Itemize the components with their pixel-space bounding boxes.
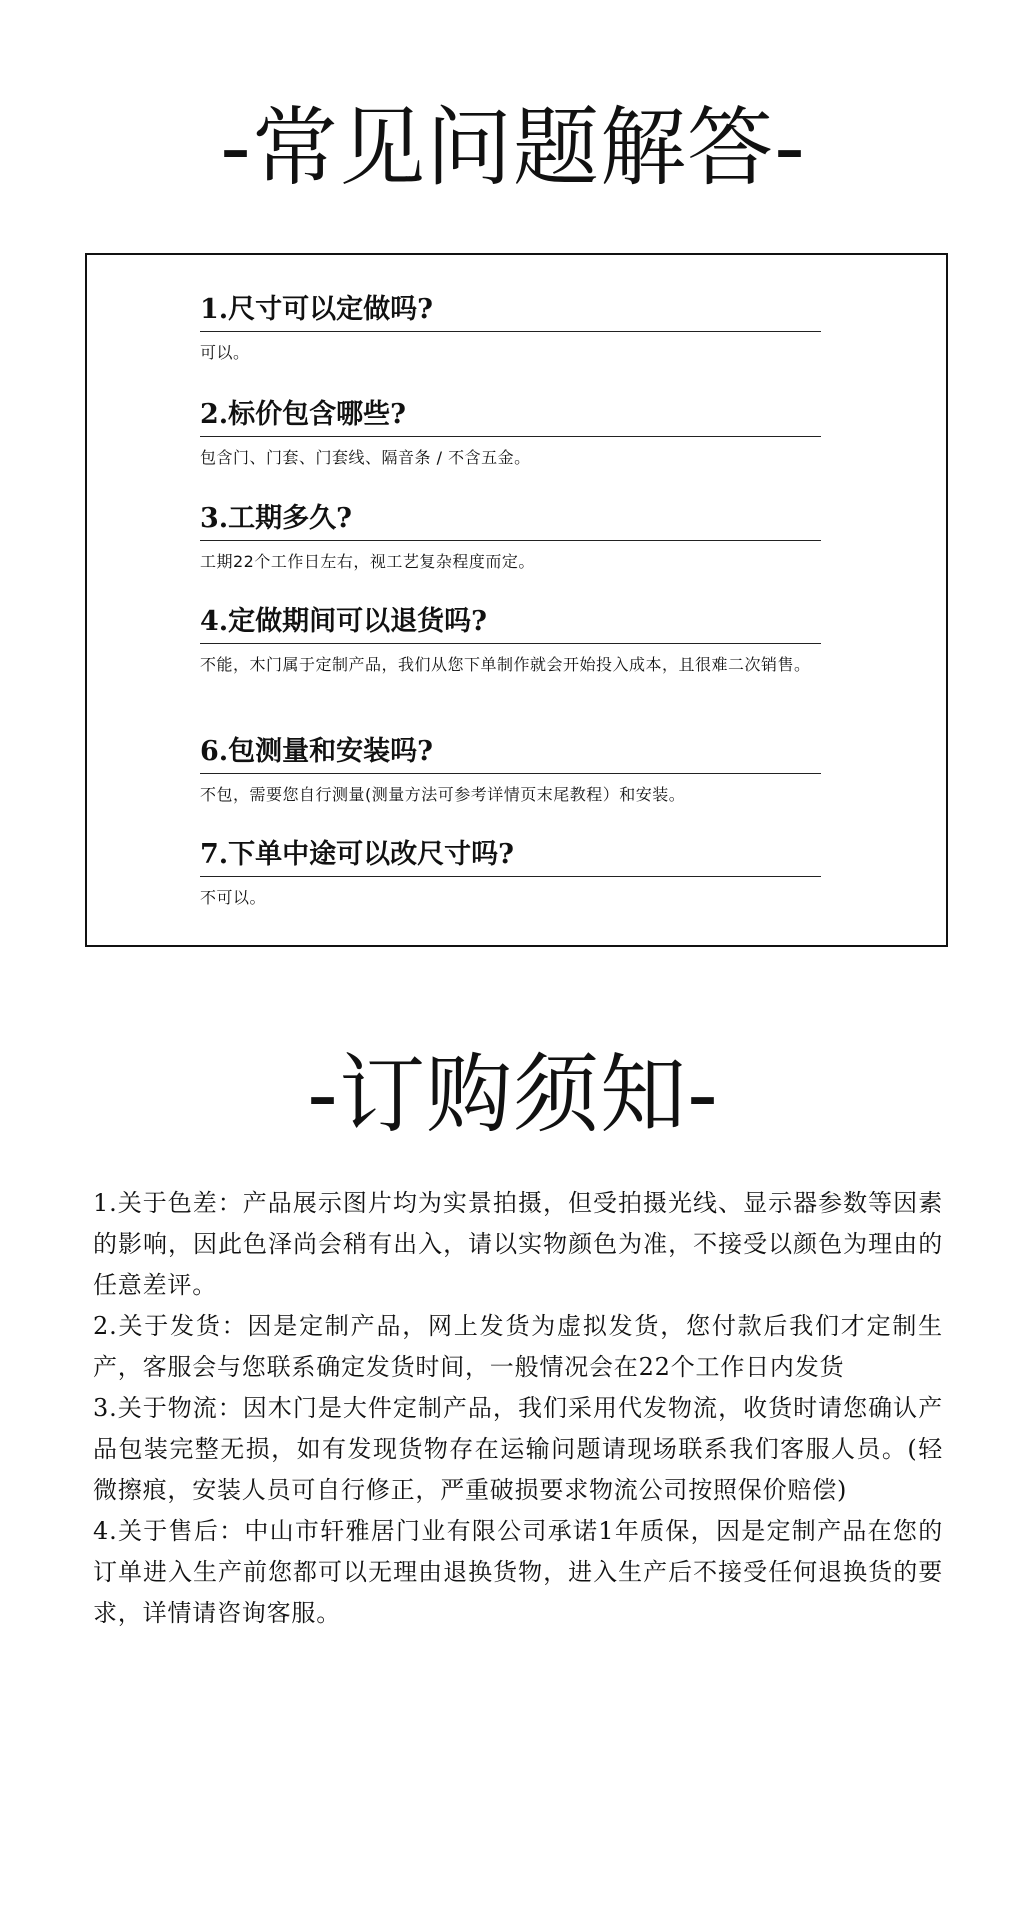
faq-section-title: -常见问题解答- xyxy=(219,98,807,198)
faq-question: 4.定做期间可以退货吗? xyxy=(200,604,821,644)
faq-question: 6.包测量和安装吗? xyxy=(200,734,821,774)
faq-answer: 包含门、门套、门套线、隔音条 / 不含五金。 xyxy=(200,448,531,467)
faq-answer: 不可以。 xyxy=(200,888,267,907)
faq-question: 3.工期多久? xyxy=(200,501,821,541)
faq-item xyxy=(200,292,821,365)
faq-question: 1.尺寸可以定做吗? xyxy=(200,292,821,332)
notice-item: 4.关于售后：中山市轩雅居门业有限公司承诺1年质保，因是定制产品在您的订单进入生产前您都可以无理由退换货物，进入生产后不接受任何退换货的要求，详情请咨询客服。 xyxy=(93,1517,943,1627)
faq-box xyxy=(85,253,948,947)
notice-item: 3.关于物流：因木门是大件定制产品，我们采用代发物流，收货时请您确认产品包装完整无损，如有发现货物存在运输问题请现场联系我们客服人员。(轻微擦痕，安装人员可自行修正，严重破损要求物流公司按照保价赔偿) xyxy=(93,1394,943,1504)
faq-item xyxy=(200,837,821,910)
faq-item xyxy=(200,734,821,807)
faq-item xyxy=(200,604,821,677)
faq-answer: 不包，需要您自行测量(测量方法可参考详情页末尾教程）和安装。 xyxy=(200,785,686,804)
faq-answer: 不能，木门属于定制产品，我们从您下单制作就会开始投入成本，且很难二次销售。 xyxy=(200,655,811,674)
faq-answer: 可以。 xyxy=(200,343,250,362)
faq-question: 2.标价包含哪些? xyxy=(200,397,821,437)
notice-section-title: -订购须知- xyxy=(306,1045,720,1145)
notice-item: 2.关于发货：因是定制产品，网上发货为虚拟发货，您付款后我们才定制生产，客服会与您联系确定发货时间，一般情况会在22个工作日内发货 xyxy=(93,1312,943,1381)
notice-item: 1.关于色差：产品展示图片均为实景拍摄，但受拍摄光线、显示器参数等因素的影响，因此色泽尚会稍有出入，请以实物颜色为准，不接受以颜色为理由的任意差评。 xyxy=(93,1189,943,1299)
faq-item xyxy=(200,397,821,470)
faq-item xyxy=(200,501,821,574)
faq-question: 7.下单中途可以改尺寸吗? xyxy=(200,837,821,877)
faq-answer: 工期22个工作日左右，视工艺复杂程度而定。 xyxy=(200,552,535,571)
notice-list xyxy=(93,1183,943,1634)
